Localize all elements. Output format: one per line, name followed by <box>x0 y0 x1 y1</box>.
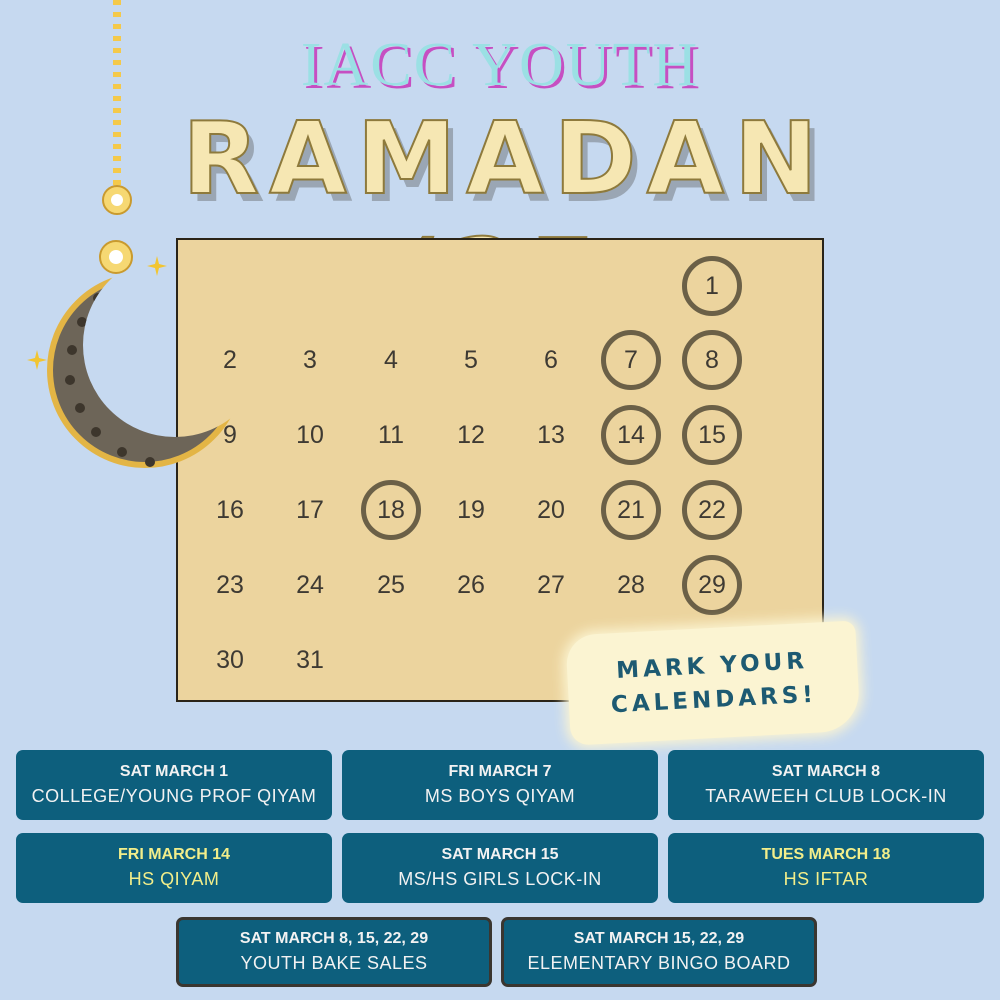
note-line-1: MARK YOUR <box>615 648 809 685</box>
event-name: YOUTH BAKE SALES <box>240 953 428 973</box>
event-date: FRI MARCH 14 <box>117 846 230 863</box>
event-card <box>16 750 332 820</box>
calendar-day: 25 <box>377 570 405 599</box>
calendar-day: 13 <box>537 420 565 449</box>
header-title: RAMADAN <box>182 100 828 217</box>
calendar-day: 8 <box>682 330 742 390</box>
event-card <box>668 750 984 820</box>
flower-ornament-icon <box>94 235 138 279</box>
sparkle-icon <box>147 256 167 276</box>
calendar-day: 19 <box>457 495 485 524</box>
event-name: TARAWEEH CLUB LOCK-IN <box>705 786 947 806</box>
event-card <box>16 833 332 903</box>
calendar-day: 23 <box>216 570 244 599</box>
event-name: COLLEGE/YOUNG PROF QIYAM <box>31 786 317 806</box>
calendar-day: 3 <box>303 345 317 374</box>
calendar-day: 4 <box>384 345 398 374</box>
mark-your-calendars-note <box>565 620 860 745</box>
sparkle-icon <box>27 350 47 370</box>
calendar-day: 7 <box>601 330 661 390</box>
calendar-day: 12 <box>457 420 485 449</box>
event-card <box>668 833 984 903</box>
event-date: FRI MARCH 7 <box>448 763 552 780</box>
header-subtitle: IACC YOUTH <box>300 31 700 99</box>
calendar-day: 6 <box>544 345 558 374</box>
event-date: SAT MARCH 15 <box>441 846 559 863</box>
event-card <box>342 750 658 820</box>
event-date: SAT MARCH 15, 22, 29 <box>573 930 745 947</box>
calendar-day: 28 <box>617 570 645 599</box>
calendar-day: 9 <box>223 420 237 449</box>
event-name: MS/HS GIRLS LOCK-IN <box>398 869 602 889</box>
calendar-day: 26 <box>457 570 485 599</box>
calendar-day: 20 <box>537 495 565 524</box>
calendar-day: 30 <box>216 645 244 674</box>
calendar-day: 31 <box>296 645 324 674</box>
calendar-day: 22 <box>682 480 742 540</box>
event-name: HS QIYAM <box>128 869 220 889</box>
flower-ornament-icon <box>97 180 137 220</box>
moon-ornament <box>0 0 250 480</box>
event-date: SAT MARCH 1 <box>119 763 229 780</box>
event-name: ELEMENTARY BINGO BOARD <box>527 953 791 973</box>
event-card <box>176 917 492 987</box>
event-name: HS IFTAR <box>783 869 869 889</box>
event-date: TUES MARCH 18 <box>761 846 891 863</box>
calendar-day: 29 <box>682 555 742 615</box>
calendar-day: 27 <box>537 570 565 599</box>
event-card <box>501 917 817 987</box>
calendar-day: 10 <box>296 420 324 449</box>
calendar-day: 15 <box>682 405 742 465</box>
calendar-day: 5 <box>464 345 478 374</box>
calendar-day: 16 <box>216 495 244 524</box>
note-line-2: CALENDARS! <box>610 681 818 719</box>
calendar-day: 24 <box>296 570 324 599</box>
calendar-day: 14 <box>601 405 661 465</box>
calendar-day: 1 <box>682 256 742 316</box>
calendar-day: 21 <box>601 480 661 540</box>
event-card <box>342 833 658 903</box>
calendar-day: 18 <box>361 480 421 540</box>
event-date: SAT MARCH 8 <box>771 763 881 780</box>
calendar-day: 11 <box>378 420 404 449</box>
calendar-day: 17 <box>296 495 324 524</box>
event-name: MS BOYS QIYAM <box>424 786 576 806</box>
event-date: SAT MARCH 8, 15, 22, 29 <box>239 930 429 947</box>
